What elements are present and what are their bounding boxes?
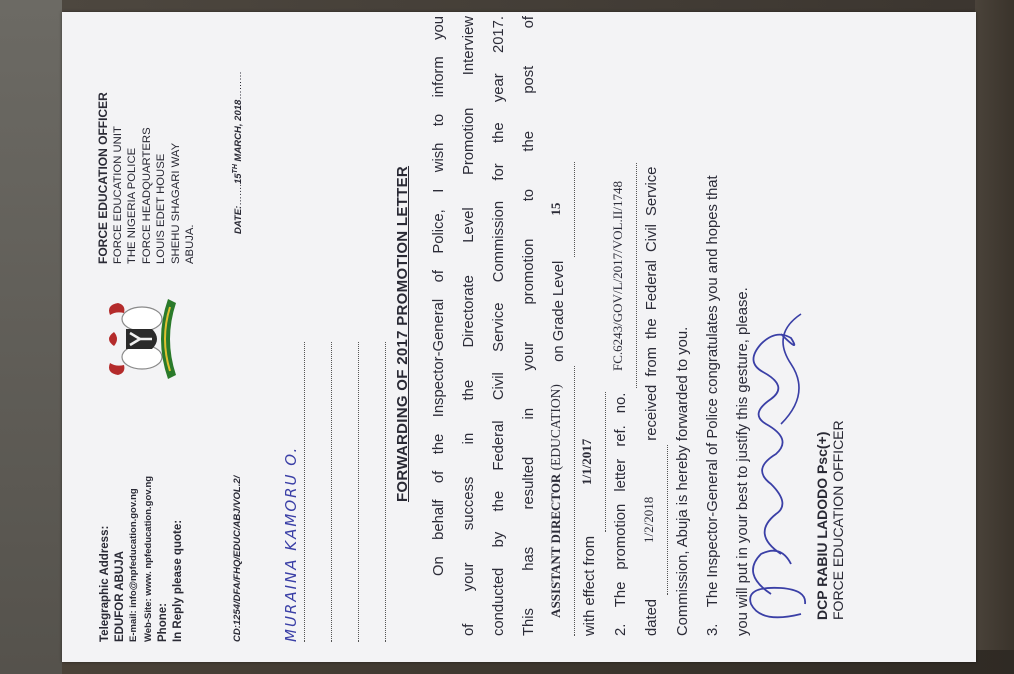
promotion-letter (66, 14, 971, 654)
office-hq: FORCE HEADQUARTERS (140, 127, 153, 264)
para1-line3: conducted by the Federal Civil Service Commission for the year 2017. (491, 16, 507, 636)
para2-line3: Commission, Abuja is hereby forwarded to you. (675, 326, 691, 636)
signatory-block (814, 420, 846, 620)
effect-date: 1/1/2017 (579, 438, 594, 485)
para2-line1 (606, 16, 637, 636)
letterhead-office (96, 24, 198, 264)
grade-value: 15 (548, 202, 563, 216)
website-line: Web-Site: www. npfeducation.gov.ng (142, 475, 154, 642)
phone-line: Phone: (157, 603, 169, 642)
office-title: FORCE EDUCATION OFFICER (96, 92, 110, 264)
para2-line2 (637, 16, 668, 636)
para1-line5 (544, 16, 575, 636)
date-dots-before: ……. (233, 184, 245, 206)
signatory-name: DCP RABIU LADODO Psc(+) (814, 431, 830, 620)
para1-line4: This has resulted in your promotion to the post of (521, 16, 537, 636)
letter-body (424, 16, 758, 636)
para1-line6 (575, 16, 606, 636)
recipient-address (276, 262, 386, 642)
para3-number: 3. (705, 623, 721, 636)
ref-no-field (606, 163, 637, 388)
effect-field (575, 392, 606, 532)
recipient-line-3 (332, 342, 359, 642)
date-day: 15 (233, 173, 245, 185)
background-left (0, 0, 62, 674)
grade-label: on Grade Level (551, 260, 567, 362)
date-suffix: TH (232, 164, 239, 174)
letterhead-contact (98, 476, 185, 642)
date-label: DATE: (233, 205, 245, 234)
letter-date (232, 71, 244, 234)
para3-line2: you will put in your best to justify this gesture, please. (735, 287, 751, 636)
recipient-name: MURAINA KAMORU O. (282, 445, 300, 642)
date-dots-after: ……… (233, 71, 245, 100)
grade-field (544, 162, 575, 257)
para3-text1: The Inspector-General of Police congratulates you and hopes that (705, 175, 721, 608)
reply-quote-line: In Reply please quote: (171, 519, 184, 642)
telegraphic-label: Telegraphic Address: (99, 525, 111, 642)
background-right (975, 0, 1014, 674)
dated-value: 1/2/2018 (641, 496, 656, 543)
ref-no-value: FC.6243/GOV/L/2017/VOL.II/1748 (610, 181, 625, 371)
office-street: SHEHU SHAGARI WAY (169, 142, 182, 264)
date-rest: MARCH, 2018 (233, 99, 245, 165)
telegraphic-value: EDUFOR ABUJA (113, 551, 126, 642)
para2-number: 2. (613, 623, 629, 636)
effect-label: with effect from (582, 535, 598, 636)
para2-text2: received from the Federal Civil Service (644, 166, 660, 441)
office-unit: FORCE EDUCATION UNIT (111, 126, 124, 264)
post-dept: (EDUCATION) (548, 384, 563, 471)
signatory-office: FORCE EDUCATION OFFICER (830, 420, 846, 620)
reference-number: CD:1254/DFA/FHQ/EDUC/ABJ/VOL.2/ (232, 475, 243, 642)
office-city: ABUJA. (184, 224, 196, 264)
email-line: E-mail: info@npfeducation.gov.ng (128, 488, 139, 642)
post-field (544, 366, 575, 636)
post-value: ASSISTANT DIRECTOR (548, 473, 563, 618)
letter-title: FORWARDING OF 2017 PROMOTION LETTER (394, 165, 411, 503)
coat-of-arms-icon (96, 289, 186, 389)
office-house: LOUIS EDET HOUSE (155, 153, 167, 264)
recipient-line-4 (359, 342, 386, 642)
para1-line2: of your success in the Directorate Level Promotion Interview (461, 16, 477, 636)
dated-field (637, 445, 668, 595)
office-police: THE NIGERIA POLICE (126, 147, 138, 264)
para1-line1: On behalf of the Inspector-General of Police, I wish to inform you (431, 16, 447, 576)
recipient-line-2 (305, 342, 332, 642)
dated-label: dated (644, 598, 660, 636)
recipient-line-1 (276, 342, 305, 642)
para2-text1: The promotion letter ref. no. (613, 392, 629, 608)
handwritten-signature (721, 304, 821, 634)
